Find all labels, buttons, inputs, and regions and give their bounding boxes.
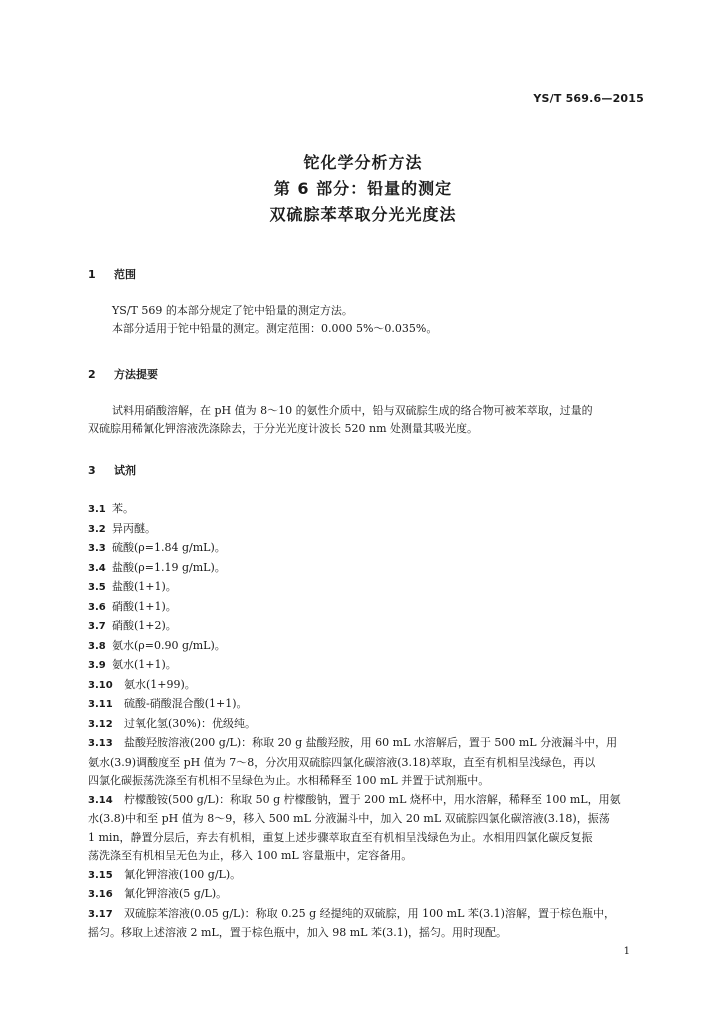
- section-number: 1: [88, 268, 96, 281]
- reagent-item: 3.11 硫酸-硝酸混合酸(1+1)。: [88, 695, 648, 715]
- reagent-item: 3.9 氨水(1+1)。: [88, 656, 648, 676]
- section-heading-principle: [88, 366, 158, 382]
- section-heading-reagents: [88, 462, 136, 478]
- reagent-item: 3.14 柠檬酸铵(500 g/L)：称取 50 g 柠檬酸钠，置于 200 mL 烧杯中，用水溶解，稀释至 100 mL，用氨: [88, 791, 648, 811]
- item-number: 3.8: [88, 640, 106, 652]
- reagent-item-continuation: 摇匀。移取上述溶液 2 mL，置于棕色瓶中，加入 98 mL 苯(3.1)，摇匀。用时现配。: [88, 926, 508, 939]
- reagent-list: [88, 500, 648, 943]
- item-number: 3.9: [88, 660, 106, 671]
- title-line-1: 铊化学分析方法: [303, 153, 423, 172]
- reagent-item: 3.17 双硫腙苯溶液(0.05 g/L)：称取 0.25 g 经提纯的双硫腙，用 100 mL 苯(3.1)溶解，置于棕色瓶中，: [88, 905, 648, 925]
- title-line-3: 双硫腙苯萃取分光光度法: [269, 205, 457, 224]
- reagent-item: 3.5 盐酸(1+1)。: [88, 578, 648, 598]
- reagent-item: 3.15 氰化钾溶液(100 g/L)。: [88, 866, 648, 886]
- paragraph-line: 双硫腙用稀氰化钾溶液洗涤除去，于分光光度计波长 520 nm 处测量其吸光度。: [88, 422, 478, 435]
- item-number: 3.4: [88, 562, 106, 574]
- reagent-item-continuation: 水(3.8)中和至 pH 值为 8～9，移入 500 mL 分液漏斗中，加入 20 mL 双硫腙四氯化碳溶液(3.18)，振荡: [88, 812, 610, 825]
- section-body-scope: [88, 302, 648, 338]
- reagent-item: 3.16 氰化钾溶液(5 g/L)。: [88, 885, 648, 905]
- item-number: 3.14: [88, 794, 113, 806]
- section-heading-scope: [88, 266, 136, 282]
- item-number: 3.1: [88, 504, 106, 515]
- title-line-2: 第 6 部分：铅量的测定: [273, 179, 453, 198]
- item-number: 3.12: [88, 718, 113, 730]
- section-number: 2: [88, 368, 96, 381]
- standard-code: YS/T 569.6—2015: [533, 92, 644, 105]
- item-number: 3.16: [88, 889, 113, 900]
- reagent-item: 3.4 盐酸(ρ=1.19 g/mL)。: [88, 559, 648, 579]
- reagent-item: 3.7 硝酸(1+2)。: [88, 617, 648, 637]
- reagent-item-continuation: 1 min，静置分层后，弃去有机相，重复上述步骤萃取直至有机相呈浅绿色为止。水相用四氯化碳反复振: [88, 830, 593, 844]
- section-title: 方法提要: [114, 368, 158, 381]
- item-number: 3.7: [88, 621, 106, 632]
- reagent-item: 3.12 过氧化氢(30%)：优级纯。: [88, 715, 648, 735]
- paragraph-line: YS/T 569 的本部分规定了铊中铅量的测定方法。: [112, 304, 353, 317]
- section-title: 试剂: [114, 464, 136, 477]
- item-number: 3.11: [88, 699, 113, 710]
- item-number: 3.2: [88, 523, 106, 535]
- paragraph-line: 试料用硝酸溶解，在 pH 值为 8～10 的氨性介质中，铅与双硫腙生成的络合物可被苯萃取，过量的: [112, 404, 593, 417]
- item-number: 3.13: [88, 738, 113, 749]
- paragraph-line: 本部分适用于铊中铅量的测定。测定范围：0.000 5%～0.035%。: [112, 322, 438, 335]
- item-number: 3.6: [88, 601, 106, 613]
- section-body-principle: [88, 402, 648, 438]
- item-number: 3.3: [88, 543, 106, 554]
- section-title: 范围: [114, 268, 136, 281]
- section-number: 3: [88, 464, 96, 477]
- reagent-item-continuation: 氨水(3.9)调酸度至 pH 值为 7～8，分次用双硫腙四氯化碳溶液(3.18)萃取，直至有机相呈浅绿色，再以: [88, 755, 596, 769]
- reagent-item-continuation: 四氯化碳振荡洗涤至有机相不呈绿色为止。水相稀释至 100 mL 并置于试剂瓶中。: [88, 774, 490, 787]
- reagent-item: 3.3 硫酸(ρ=1.84 g/mL)。: [88, 539, 648, 559]
- item-number: 3.5: [88, 582, 106, 593]
- reagent-item: 3.2 异丙醚。: [88, 520, 648, 540]
- item-number: 3.10: [88, 679, 113, 691]
- reagent-item: 3.8 氨水(ρ=0.90 g/mL)。: [88, 637, 648, 657]
- reagent-item: 3.13 盐酸羟胺溶液(200 g/L)：称取 20 g 盐酸羟胺，用 60 mL 水溶解后，置于 500 mL 分液漏斗中，用: [88, 734, 648, 754]
- reagent-item: 3.1 苯。: [88, 500, 648, 520]
- item-number: 3.15: [88, 869, 113, 881]
- reagent-item: 3.6 硝酸(1+1)。: [88, 598, 648, 618]
- reagent-item: 3.10 氨水(1+99)。: [88, 676, 648, 696]
- page-number: 1: [623, 946, 630, 957]
- document-title: [0, 150, 726, 228]
- reagent-item-continuation: 荡洗涤至有机相呈无色为止，移入 100 mL 容量瓶中，定容备用。: [88, 849, 413, 862]
- item-number: 3.17: [88, 908, 113, 920]
